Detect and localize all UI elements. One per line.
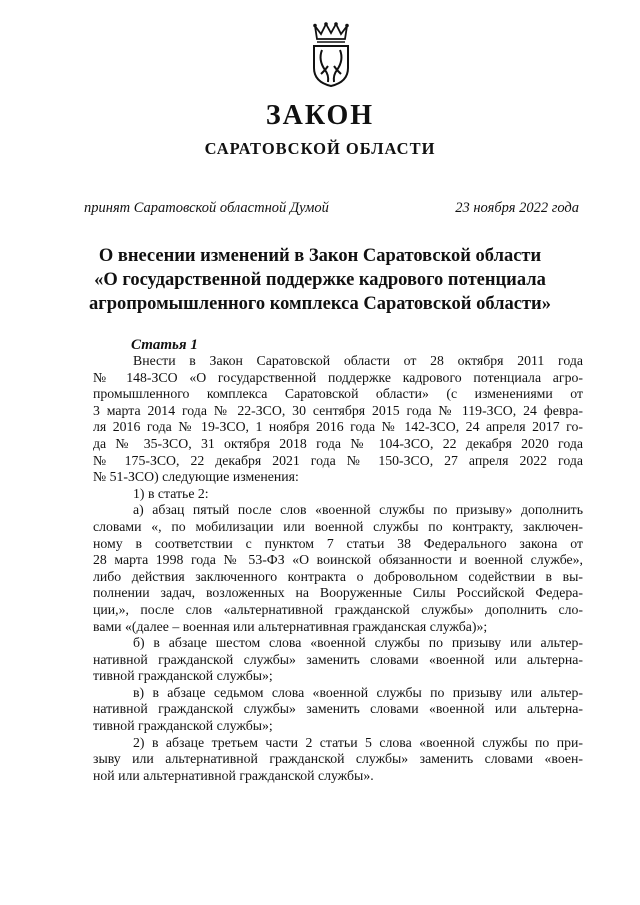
adoption-date: 23 ноября 2022 года bbox=[455, 200, 579, 216]
body-line: зыву или альтернативной гражданской службы» заменить словами «воен- bbox=[93, 751, 583, 767]
body-line: 1) в статье 2: bbox=[133, 485, 209, 501]
body-line: 3 марта 2014 года № 22-ЗСО, 30 сентября 2015 года № 119-ЗСО, 24 февра- bbox=[93, 402, 583, 418]
body-line: № 148-ЗСО «О государственной поддержке кадрового потенциала агро- bbox=[93, 369, 583, 385]
body-line: Внести в Закон Саратовской области от 28 октября 2011 года bbox=[133, 353, 583, 368]
body-line: тивной гражданской службы»; bbox=[93, 668, 273, 684]
article-title: Статья 1 bbox=[131, 337, 198, 353]
body-line: 2) в абзаце третьем части 2 статьи 5 слова «военной службы по при- bbox=[133, 734, 583, 750]
body-line: полнении задач, возложенных на Вооруженные Силы Российской Федера- bbox=[93, 585, 583, 601]
body-line: словами «, по мобилизации или военной службы по контракту, заключен- bbox=[93, 518, 583, 534]
body-line: № 175-ЗСО, 22 декабря 2021 года № 150-ЗСО, 27 апреля 2022 года bbox=[93, 452, 583, 468]
body-line: нативной гражданской службы» заменить словами «военной или альтерна- bbox=[93, 651, 583, 667]
body-line: ля 2016 года № 19-ЗСО, 1 ноября 2016 года № 142-ЗСО, 24 апреля 2017 го- bbox=[93, 419, 583, 435]
body-line: нативной гражданской службы» заменить словами «военной или альтерна- bbox=[93, 701, 583, 717]
body-line: ному в соответствии с пунктом 7 статьи 38 Федерального закона от bbox=[93, 535, 583, 551]
body-line: тивной гражданской службы»; bbox=[93, 718, 273, 734]
document-heading bbox=[60, 244, 580, 316]
body-line: 28 марта 1998 года № 53-ФЗ «О воинской обязанности и военной службе», bbox=[93, 552, 583, 568]
heading-line: О внесении изменений в Закон Саратовской области bbox=[98, 246, 542, 266]
adopting-body: принят Саратовской областной Думой bbox=[84, 200, 329, 216]
body-line: да № 35-ЗСО, 31 октября 2018 года № 104-ЗСО, 22 декабря 2020 года bbox=[93, 435, 583, 451]
body-line: ции,», после слов «альтернативной гражданской службы» дополнить сло- bbox=[93, 601, 583, 617]
body-line: № 51-ЗСО) следующие изменения: bbox=[93, 469, 299, 485]
body-line: в) в абзаце седьмом слова «военной службы по призыву или альтер- bbox=[133, 684, 583, 700]
law-subtitle: САРАТОВСКОЙ ОБЛАСТИ bbox=[204, 139, 436, 158]
law-title: ЗАКОН bbox=[265, 100, 375, 131]
body-line: ной или альтернативной гражданской службы». bbox=[93, 767, 374, 783]
body-line: либо действия заключенного контракта о добровольном содействии в вы- bbox=[93, 568, 583, 584]
heading-line: «О государственной поддержке кадрового потенциала bbox=[94, 270, 546, 290]
body-line: а) абзац пятый после слов «военной службы по призыву» дополнить bbox=[133, 502, 583, 518]
article-body bbox=[93, 353, 583, 784]
saratov-coat-of-arms-icon bbox=[309, 22, 353, 88]
body-line: вами «(далее – военная или альтернативная гражданская служба)»; bbox=[93, 618, 488, 634]
body-line: б) в абзаце шестом слова «военной службы по призыву или альтер- bbox=[133, 635, 583, 651]
heading-line: агропромышленного комплекса Саратовской области» bbox=[89, 294, 551, 314]
body-line: промышленного комплекса Саратовской области» (с изменениями от bbox=[93, 386, 583, 402]
